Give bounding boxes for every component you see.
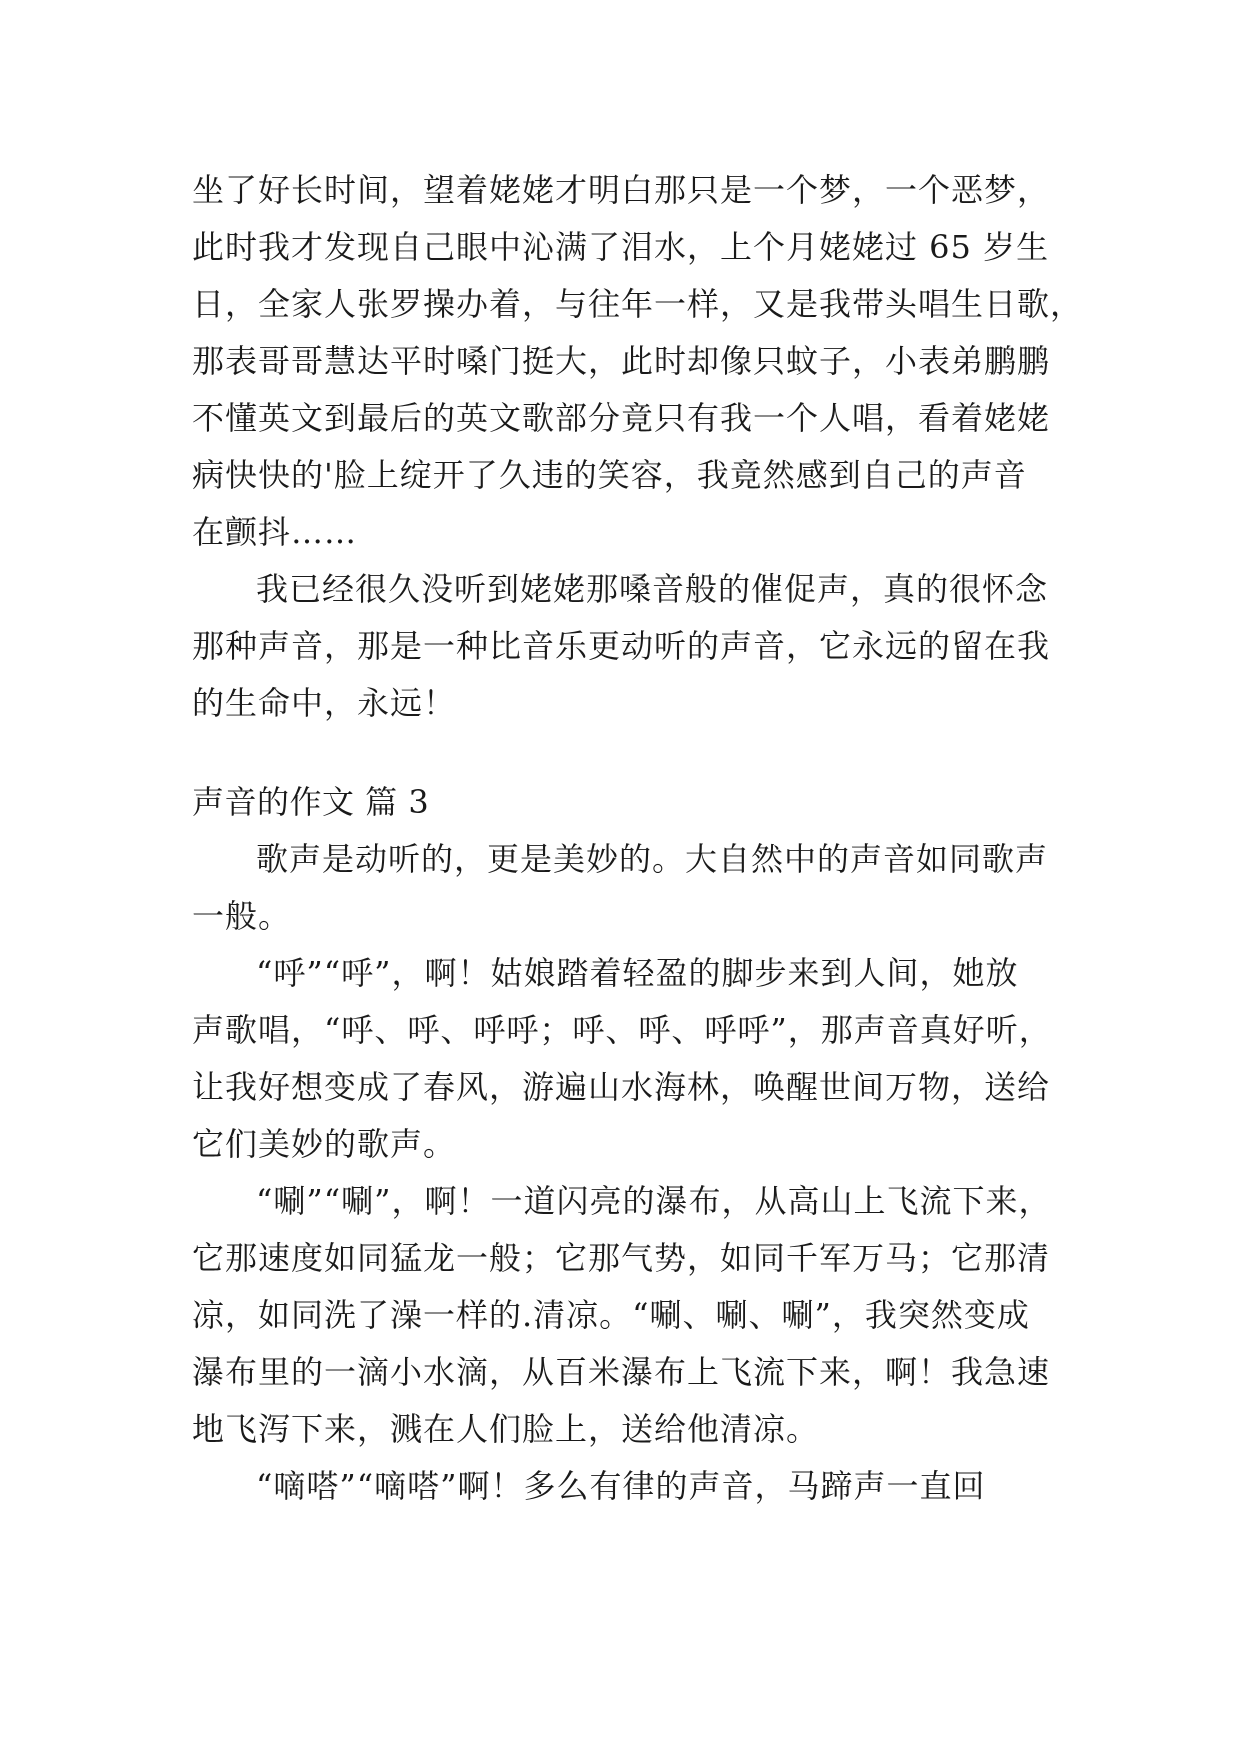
text-line: 它们美妙的歌声。 [192, 1125, 457, 1163]
text-line: 的生命中，永远！ [192, 684, 457, 722]
paragraph [192, 1458, 1052, 1515]
text-line: 日，全家人张罗操办着，与往年一样，又是我带头唱生日歌， [192, 285, 1084, 323]
text-line: 地飞泻下来，溅在人们脸上，送给他清凉。 [192, 1410, 820, 1448]
text-line: 不懂英文到最后的英文歌部分竟只有我一个人唱，看着姥姥 [192, 399, 1051, 437]
text-line: 那种声音，那是一种比音乐更动听的声音，它永远的留在我 [192, 627, 1051, 665]
text-line: 瀑布里的一滴小水滴，从百米瀑布上飞流下来，啊！我急速 [192, 1353, 1051, 1391]
text-line: “嘀嗒”“嘀嗒”啊！多么有律的声音，马蹄声一直回 [256, 1467, 986, 1505]
text-line: 坐了好长时间，望着姥姥才明白那只是一个梦，一个恶梦， [192, 171, 1051, 209]
text-line: “唰”“唰”，啊！一道闪亮的瀑布，从高山上飞流下来， [256, 1182, 1052, 1220]
text-line: 那表哥哥慧达平时嗓门挺大，此时却像只蚊子，小表弟鹏鹏 [192, 342, 1051, 380]
text-line: 它那速度如同猛龙一般；它那气势，如同千军万马；它那清 [192, 1239, 1051, 1277]
text-line: 在颤抖…… [192, 513, 358, 551]
text-line: 凉，如同洗了澡一样的.清凉。“唰、唰、唰”，我突然变成 [192, 1296, 1030, 1334]
document-page [192, 162, 1084, 1515]
text-line: 病快快的'脸上绽开了久违的笑容，我竟然感到自己的声音 [192, 456, 1027, 494]
text-line: 一般。 [192, 897, 292, 935]
section-heading: 声音的作文 篇 3 [192, 783, 430, 821]
section-gap [192, 732, 1052, 774]
paragraph [192, 945, 1052, 1173]
text-line: “呼”“呼”，啊！姑娘踏着轻盈的脚步来到人间，她放 [256, 954, 1019, 992]
text-line: 我已经很久没听到姥姥那嗓音般的催促声，真的很怀念 [256, 570, 1049, 608]
paragraph [192, 831, 1052, 945]
text-line: 让我好想变成了春风，游遍山水海林，唤醒世间万物，送给 [192, 1068, 1051, 1106]
paragraph [192, 561, 1052, 732]
text-line: 声歌唱，“呼、呼、呼呼；呼、呼、呼呼”，那声音真好听， [192, 1011, 1052, 1049]
text-line: 歌声是动听的，更是美妙的。大自然中的声音如同歌声 [256, 840, 1049, 878]
text-line: 此时我才发现自己眼中沁满了泪水，上个月姥姥过 65 岁生 [192, 228, 1050, 266]
paragraph [192, 1173, 1052, 1458]
paragraph-continued [192, 162, 1084, 561]
